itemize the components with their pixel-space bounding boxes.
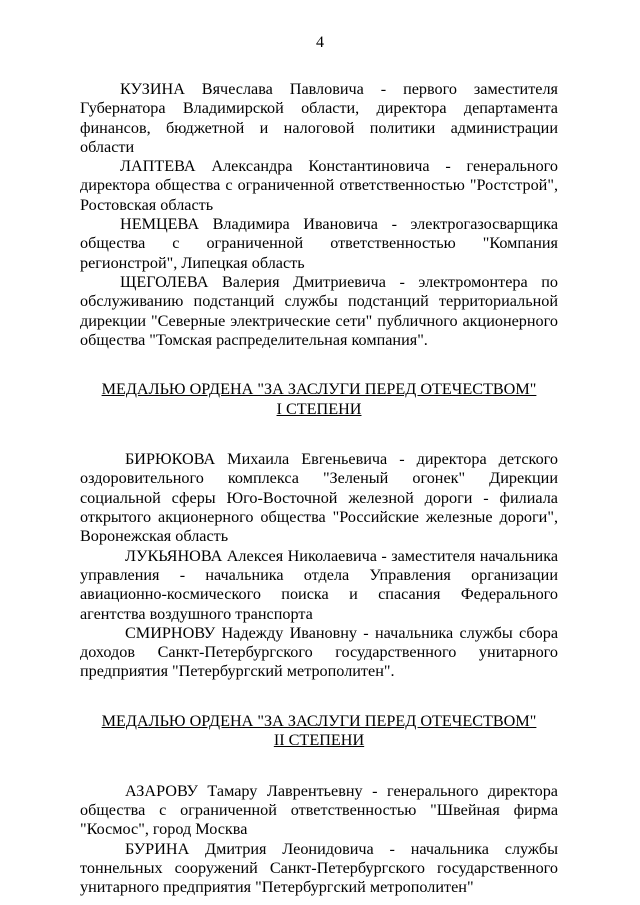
award-entry: КУЗИНА Вячеслава Павловича - первого заместителя Губернатора Владимирской области, директора департамента финансов, бюджетной и налоговой политики администрации области [80, 80, 558, 156]
section-heading-medal-1 [80, 380, 558, 419]
award-entry: ЛАПТЕВА Александра Константиновича - генерального директора общества с ограниченной ответственностью "Ростстрой", Ростовская область [80, 157, 558, 214]
section-title-degree: I СТЕПЕНИ [276, 399, 362, 418]
award-entry: БУРИНА Дмитрия Леонидовича - начальника службы тоннельных сооружений Санкт-Петербургского государственного унитарного предприятия "Петербургский метрополитен" [80, 839, 558, 897]
award-entry: ЛУКЬЯНОВА Алексея Николаевича - заместителя начальника управления - начальника отдела Управления организации авиационно-космического поиска и спасания Федерального агентства воздушного транспорта [80, 546, 558, 623]
page-number: 4 [316, 34, 324, 51]
award-entry: БИРЮКОВА Михаила Евгеньевича - директора детского оздоровительного комплекса "Зеленый огонек" Дирекции социальной сферы Юго-Восточной железной дороги - филиала открытого акционерного общества "Российские железные дороги", Воронежская область [80, 450, 558, 546]
section-title-line: МЕДАЛЬЮ ОРДЕНА "ЗА ЗАСЛУГИ ПЕРЕД ОТЕЧЕСТВОМ" [101, 380, 537, 399]
award-entry: ЩЕГОЛЕВА Валерия Дмитриевича - электромонтера по обслуживанию подстанций службы подстанций территориальной дирекции "Северные электрические сети" публичного акционерного общества "Томская распределительная компания". [80, 272, 558, 349]
award-entry: АЗАРОВУ Тамару Лаврентьевну - генерального директора общества с ограниченной ответственностью "Швейная фирма "Космос", город Москва [80, 781, 558, 839]
award-entry: СМИРНОВУ Надежду Ивановну - начальника службы сбора доходов Санкт-Петербургского государственного унитарного предприятия "Петербургский метрополитен". [80, 623, 558, 681]
document-body [80, 80, 558, 898]
section-heading-medal-2 [80, 712, 558, 751]
section-title-degree: II СТЕПЕНИ [273, 731, 365, 750]
award-entry: НЕМЦЕВА Владимира Ивановича - электрогазосварщика общества с ограниченной ответственностью "Компания регионстрой", Липецкая область [80, 215, 558, 272]
section-title-line: МЕДАЛЬЮ ОРДЕНА "ЗА ЗАСЛУГИ ПЕРЕД ОТЕЧЕСТВОМ" [101, 711, 537, 730]
